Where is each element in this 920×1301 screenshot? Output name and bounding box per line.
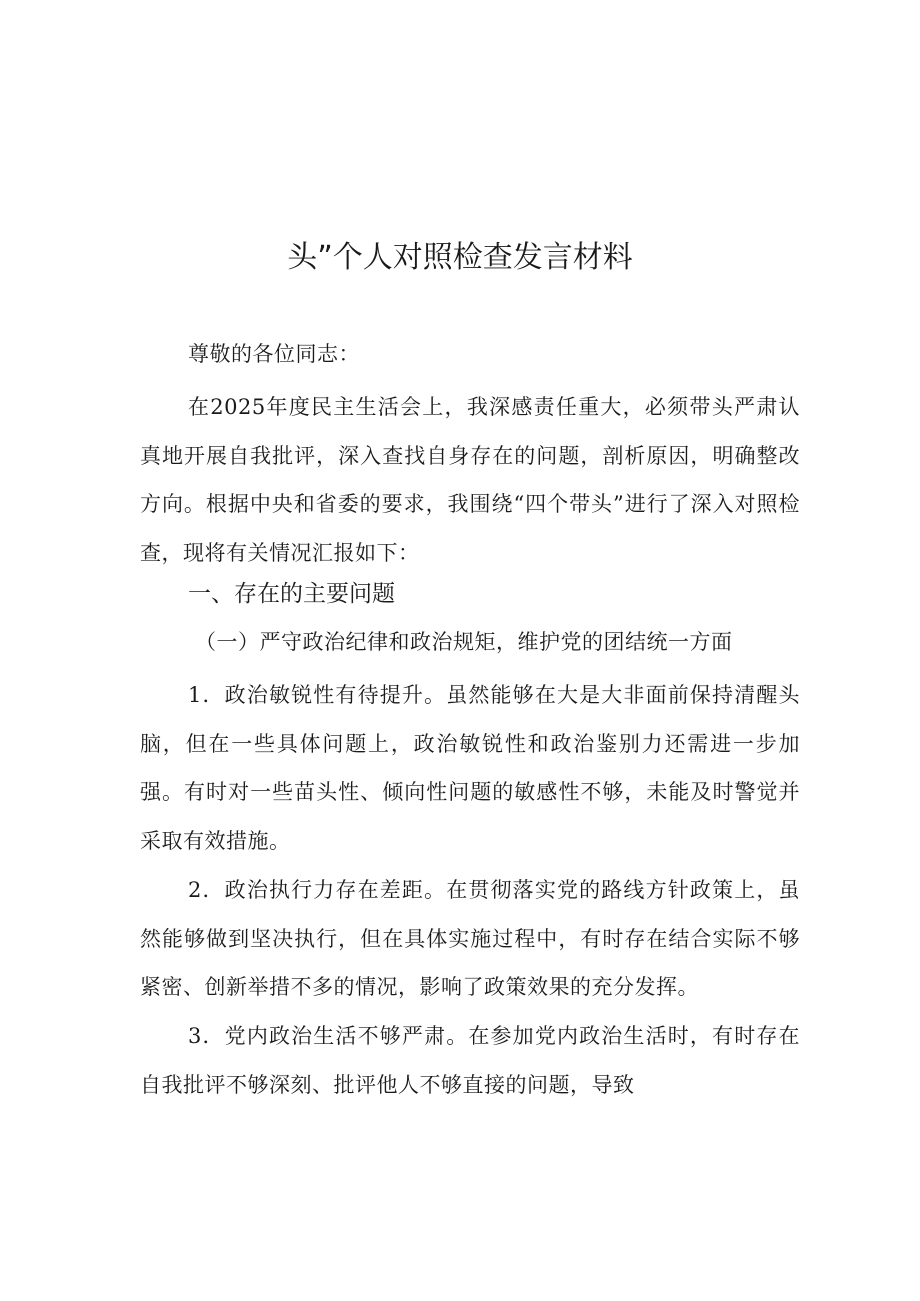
- item-1-paragraph: 1．政治敏锐性有待提升。虽然能够在大是大非面前保持清醒头脑，但在一些具体问题上，政治敏锐性和政治鉴别力还需进一步加强。有时对一些苗头性、倾向性问题的敏感性不够，未能及时警觉并采取有效措施。: [140, 683, 800, 853]
- intro-paragraph: 在2025年度民主生活会上，我深感责任重大，必须带头严肃认真地开展自我批评，深入查找自身存在的问题，剖析原因，明确整改方向。根据中央和省委的要求，我围绕“四个带头”进行了深入对照检查，现将有关情况汇报如下：: [140, 395, 800, 565]
- section-heading: 一、存在的主要问题: [188, 581, 395, 607]
- item-3-paragraph: 3．党内政治生活不够严肃。在参加党内政治生活时，有时存在自我批评不够深刻、批评他人不够直接的问题，导致: [140, 1024, 800, 1097]
- intro-block: [140, 383, 800, 577]
- item-2-block: [140, 866, 800, 1012]
- item-3-block: [140, 1012, 800, 1109]
- subsection-heading: （一）严守政治纪律和政治规矩，维护党的团结统一方面: [195, 630, 733, 654]
- salutation: 尊敬的各位同志：: [188, 342, 360, 366]
- item-1-block: [140, 671, 800, 865]
- document-title: 头”个人对照检查发言材料: [287, 240, 633, 275]
- item-2-paragraph: 2．政治执行力存在差距。在贯彻落实党的路线方针政策上，虽然能够做到坚决执行，但在具体实施过程中，有时存在结合实际不够紧密、创新举措不多的情况，影响了政策效果的充分发挥。: [140, 878, 800, 999]
